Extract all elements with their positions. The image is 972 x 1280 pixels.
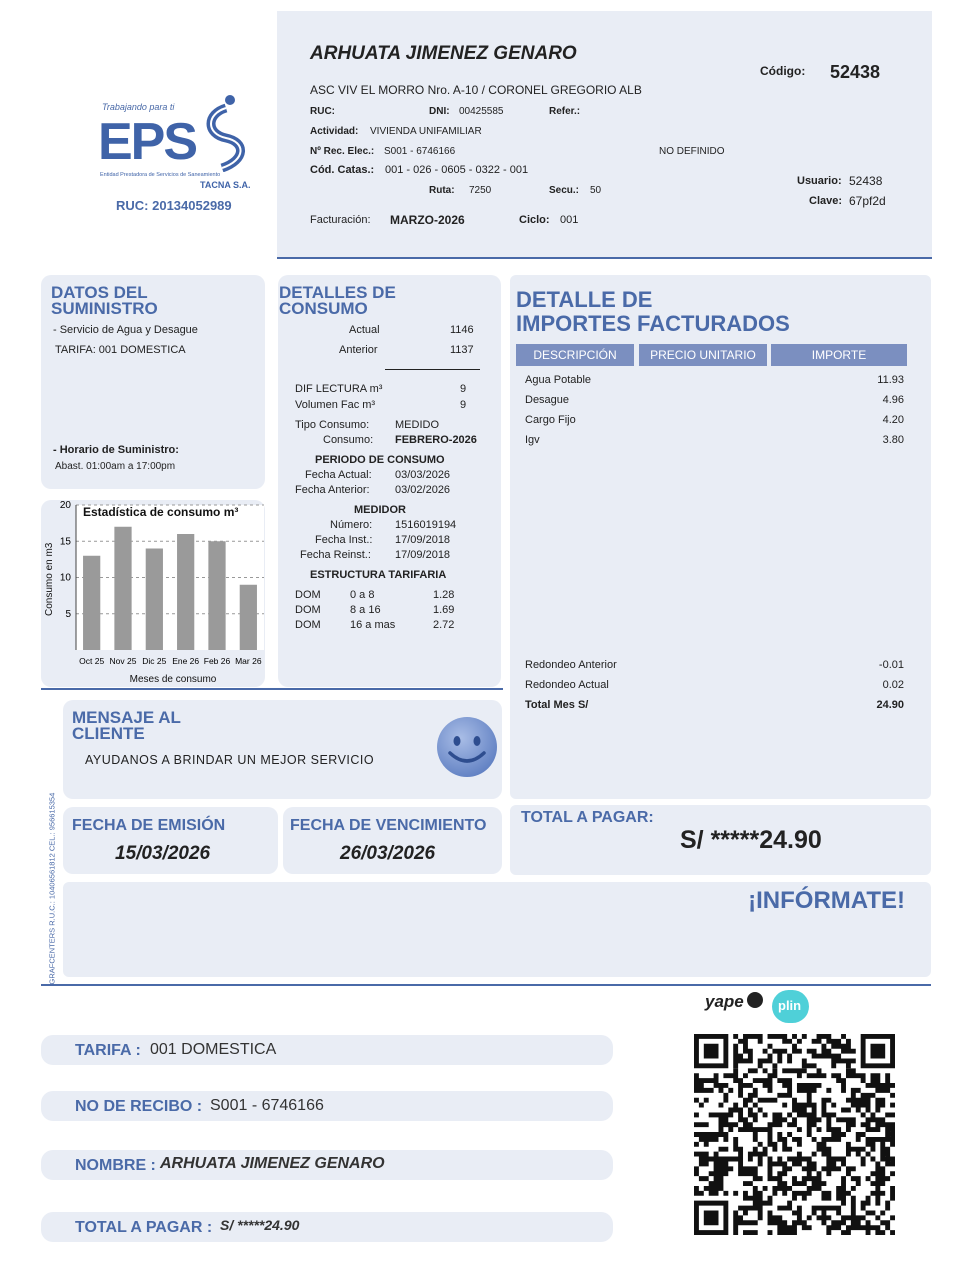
fecha-actual-value: 03/03/2026	[395, 469, 451, 481]
mensaje-title-2: CLIENTE	[72, 724, 145, 743]
consumo-bar-chart	[41, 500, 265, 687]
total-mes-label: Total Mes S/	[525, 699, 589, 711]
y-tick-label: 10	[59, 572, 71, 584]
footer-recibo-label: NO DE RECIBO :	[75, 1098, 203, 1115]
customer-address: ASC VIV EL MORRO Nro. A-10 / CORONEL GREGORIO ALB	[310, 83, 642, 97]
fecha-anterior-value: 03/02/2026	[395, 484, 451, 496]
qr-code-icon	[694, 1034, 895, 1235]
logo-letters: EPS	[98, 113, 197, 171]
suministro-servicio: - Servicio de Agua y Desague	[53, 324, 198, 336]
footer-nombre-label: NOMBRE :	[75, 1157, 156, 1174]
rec-elec-label: Nº Rec. Elec.:	[310, 146, 375, 157]
tarifa-rango: 8 a 16	[350, 604, 381, 616]
mensaje-title-1: MENSAJE AL	[72, 708, 181, 727]
total-value: S/ *****24.90	[680, 826, 822, 854]
ruta-label: Ruta:	[429, 185, 455, 196]
usuario-label: Usuario:	[797, 175, 842, 187]
chart-panel	[41, 500, 265, 687]
chart-ylabel: Consumo en m3	[44, 542, 55, 616]
vol-label: Volumen Fac m³	[295, 399, 376, 411]
x-tick-label: Mar 26	[235, 656, 262, 666]
inst-label: Fecha Inst.:	[315, 534, 373, 546]
informate-title: ¡INFÓRMATE!	[748, 887, 905, 914]
fecha-actual-label: Fecha Actual:	[305, 469, 372, 481]
suministro-panel	[41, 275, 265, 489]
vol-value: 9	[460, 399, 467, 411]
chart-bar	[177, 534, 194, 650]
col-importe: IMPORTE	[771, 344, 907, 366]
yape-logo	[705, 992, 763, 1018]
importe-desc: Cargo Fijo	[525, 414, 576, 426]
clave-label: Clave:	[809, 195, 843, 207]
footer-recibo-pill	[41, 1091, 613, 1121]
anterior-label: Anterior	[339, 344, 378, 356]
importe-value: 4.96	[882, 394, 904, 406]
cons-label: Consumo:	[323, 434, 374, 446]
usuario-value: 52438	[849, 174, 883, 188]
emision-panel	[63, 807, 278, 874]
col-precio-unitario: PRECIO UNITARIO	[639, 344, 767, 366]
importes-title-2: IMPORTES FACTURADOS	[516, 311, 790, 336]
catas-label: Cód. Catas.:	[310, 164, 375, 176]
estructura-title: ESTRUCTURA TARIFARIA	[310, 569, 447, 581]
x-tick-label: Oct 25	[79, 656, 105, 666]
tarifa-precio: 1.69	[433, 604, 455, 616]
importe-desc: Desague	[525, 394, 570, 406]
ciclo-value: 001	[560, 214, 579, 226]
tarifa-rango: 0 a 8	[350, 589, 375, 601]
actividad-label: Actividad:	[310, 126, 359, 137]
clave-value: 67pf2d	[849, 194, 886, 208]
fecha-anterior-label: Fecha Anterior:	[295, 484, 370, 496]
y-tick-label: 15	[59, 536, 71, 548]
mensaje-panel	[63, 700, 502, 799]
reinst-label: Fecha Reinst.:	[300, 549, 371, 561]
total-label: TOTAL A PAGAR:	[521, 809, 654, 826]
importe-value: 3.80	[882, 434, 904, 446]
vencimiento-label: FECHA DE VENCIMIENTO	[290, 817, 487, 834]
plin-text: plin	[778, 998, 802, 1013]
anterior-value: 1137	[450, 344, 474, 356]
tipo-value: MEDIDO	[395, 419, 439, 431]
chart-xlabel: Meses de consumo	[129, 674, 217, 685]
importes-title-1: DETALLE DE	[516, 287, 653, 312]
redondeo-anterior-label: Redondeo Anterior	[525, 659, 617, 671]
footer-total-pill	[41, 1212, 613, 1242]
actual-label: Actual	[349, 324, 380, 336]
tarifa-precio: 2.72	[433, 619, 455, 631]
chart-bar	[114, 527, 131, 650]
vencimiento-panel	[283, 807, 502, 874]
redondeo-actual-value: 0.02	[882, 679, 904, 691]
reinst-value: 17/09/2018	[395, 549, 451, 561]
footer-nombre-pill	[41, 1150, 613, 1180]
x-tick-label: Dic 25	[142, 656, 167, 666]
actual-value: 1146	[450, 324, 474, 336]
chart-bar	[83, 556, 100, 650]
informate-panel	[63, 882, 931, 977]
header-panel	[277, 11, 932, 257]
x-tick-label: Ene 26	[172, 656, 200, 666]
consumo-title-2: CONSUMO	[279, 299, 368, 318]
subtotal-line	[385, 369, 480, 370]
logo-wave-icon	[196, 94, 256, 172]
footer-tarifa-pill	[41, 1035, 613, 1065]
consumo-panel	[278, 275, 501, 687]
no-definido: NO DEFINIDO	[659, 146, 725, 157]
footer-recibo-value: S001 - 6746166	[210, 1097, 324, 1114]
medidor-title: MEDIDOR	[354, 504, 406, 516]
col-descripcion: DESCRIPCIÓN	[516, 344, 634, 366]
codigo-label: Código:	[760, 64, 806, 78]
plin-logo	[772, 990, 809, 1023]
facturacion-label: Facturación:	[310, 214, 371, 226]
total-panel	[510, 805, 931, 875]
mid-divider	[41, 688, 503, 690]
total-mes-value: 24.90	[876, 699, 904, 711]
numero-value: 1516019194	[395, 519, 457, 531]
secu-label: Secu.:	[549, 185, 580, 196]
secu-value: 50	[590, 185, 602, 196]
smiley-icon	[435, 715, 499, 779]
chart-bar	[146, 549, 163, 651]
logo-city: TACNA S.A.	[200, 180, 251, 190]
cons-value: FEBRERO-2026	[395, 434, 477, 446]
mensaje-text: AYUDANOS A BRINDAR UN MEJOR SERVICIO	[85, 753, 375, 767]
consumo-title-1: DETALLES DE	[279, 283, 396, 302]
y-tick-label: 5	[65, 608, 71, 620]
importe-desc: Igv	[525, 434, 540, 446]
x-tick-label: Feb 26	[203, 656, 231, 666]
tarifa-precio: 1.28	[433, 589, 455, 601]
bottom-divider	[41, 984, 931, 986]
ruc-label: RUC:	[310, 106, 335, 117]
facturacion-value: MARZO-2026	[390, 213, 465, 227]
logo-entity: Entidad Prestadora de Servicios de Saneamiento	[100, 172, 221, 178]
logo-tagline: Trabajando para ti	[102, 102, 175, 112]
suministro-title-2: SUMINISTRO	[51, 299, 158, 318]
footer-total-label: TOTAL A PAGAR :	[75, 1219, 213, 1236]
suministro-tarifa: TARIFA: 001 DOMESTICA	[55, 344, 186, 356]
yape-text: yape	[705, 992, 744, 1011]
tipo-label: Tipo Consumo:	[295, 419, 370, 431]
inst-value: 17/09/2018	[395, 534, 451, 546]
codigo-value: 52438	[830, 62, 881, 82]
horario-value: Abast. 01:00am a 17:00pm	[55, 461, 176, 472]
tarifa-tipo: DOM	[295, 619, 321, 631]
refer-label: Refer.:	[549, 106, 581, 117]
chart-title: Estadística de consumo m³	[83, 505, 239, 519]
dni-value: 00425585	[459, 106, 504, 117]
periodo-title: PERIODO DE CONSUMO	[315, 454, 445, 466]
tarifa-tipo: DOM	[295, 604, 321, 616]
redondeo-actual-label: Redondeo Actual	[525, 679, 609, 691]
tarifa-tipo: DOM	[295, 589, 321, 601]
importe-value: 11.93	[877, 374, 904, 386]
emision-label: FECHA DE EMISIÓN	[72, 817, 226, 834]
printer-side-text: GRAFCENTERS R.U.C.: 10406561812 CEL.: 956615354	[47, 792, 57, 985]
vencimiento-value: 26/03/2026	[340, 843, 436, 864]
rec-elec-value: S001 - 6746166	[384, 146, 456, 157]
y-tick-label: 20	[59, 500, 71, 511]
chart-bar	[240, 585, 257, 650]
horario-label: - Horario de Suministro:	[53, 444, 179, 456]
importe-value: 4.20	[882, 414, 904, 426]
header-divider	[277, 257, 932, 259]
plot-area	[76, 505, 264, 650]
importe-desc: Agua Potable	[525, 374, 592, 386]
logo-ruc: RUC: 20134052989	[116, 198, 232, 213]
dif-label: DIF LECTURA m³	[295, 383, 383, 395]
dni-label: DNI:	[429, 106, 450, 117]
dif-value: 9	[460, 383, 467, 395]
redondeo-anterior-value: -0.01	[878, 659, 904, 671]
emision-value: 15/03/2026	[115, 843, 211, 864]
yape-badge-icon	[747, 992, 763, 1008]
suministro-title-1: DATOS DEL	[51, 283, 148, 302]
x-tick-label: Nov 25	[109, 656, 137, 666]
customer-name: ARHUATA JIMENEZ GENARO	[310, 43, 577, 64]
footer-total-value: S/ *****24.90	[220, 1217, 300, 1233]
footer-tarifa-value: 001 DOMESTICA	[150, 1041, 277, 1058]
ruta-value: 7250	[469, 185, 492, 196]
numero-label: Número:	[330, 519, 373, 531]
tarifa-rango: 16 a mas	[350, 619, 396, 631]
footer-tarifa-label: TARIFA :	[75, 1042, 141, 1059]
footer-nombre-value: ARHUATA JIMENEZ GENARO	[160, 1155, 385, 1172]
ciclo-label: Ciclo:	[519, 214, 550, 226]
eps-logo	[96, 94, 261, 219]
chart-bar	[208, 541, 225, 650]
actividad-value: VIVIENDA UNIFAMILIAR	[370, 126, 482, 137]
catas-value: 001 - 026 - 0605 - 0322 - 001	[385, 164, 529, 176]
